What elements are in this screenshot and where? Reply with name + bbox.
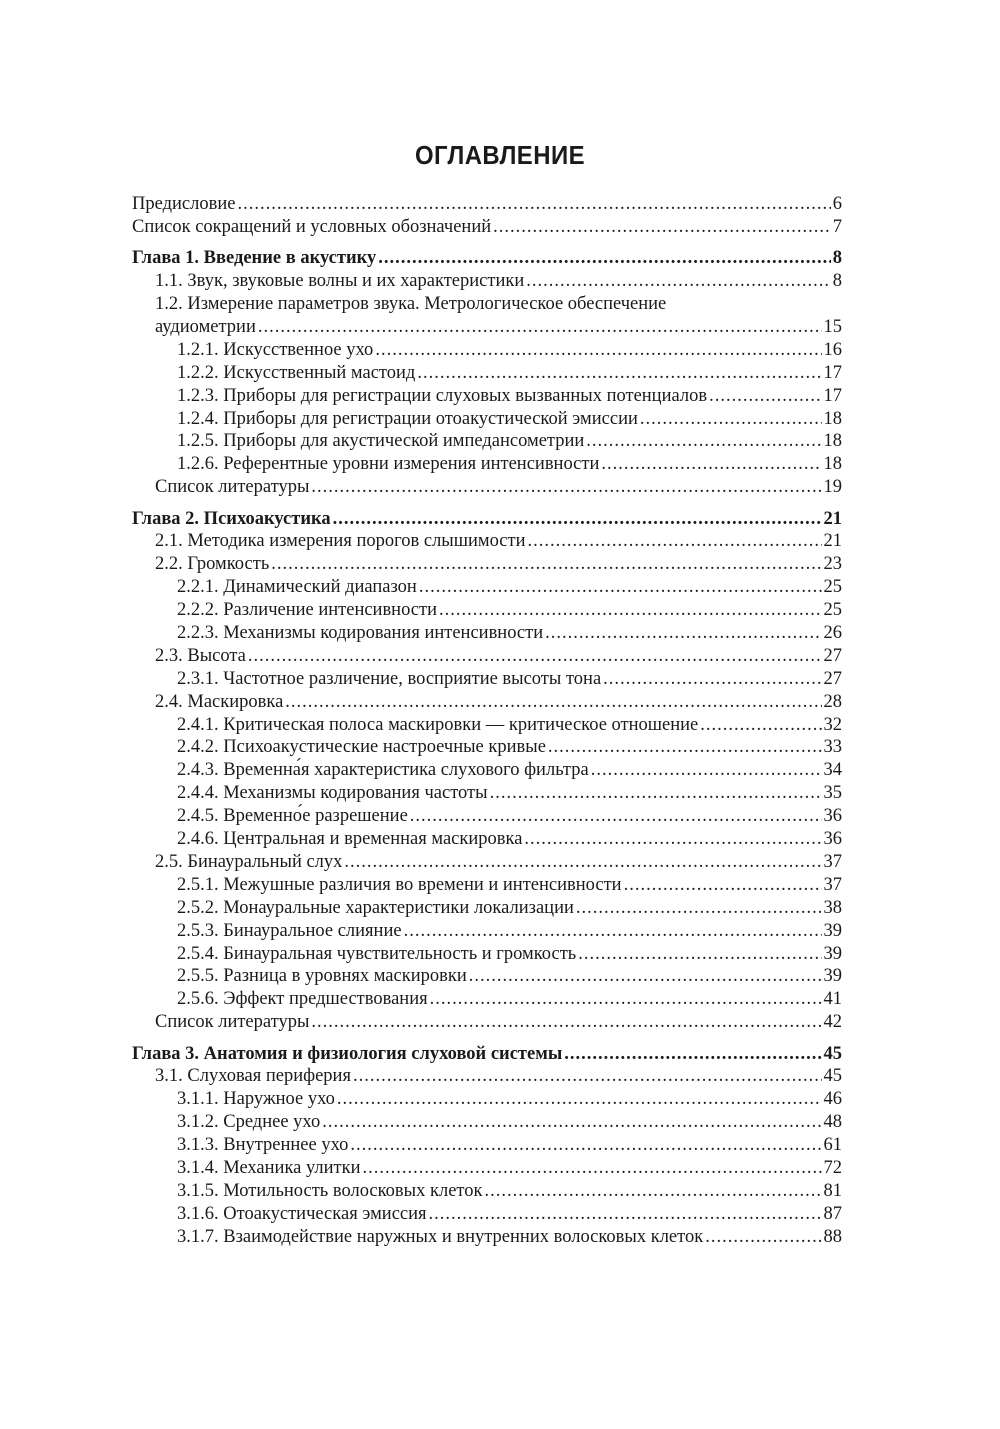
toc-entry-page: 45 [823, 1066, 842, 1087]
dot-leader [603, 668, 821, 691]
toc-entry-label: 2.5.4. Бинауральная чувствительность и громкость [177, 943, 577, 964]
dot-leader [248, 645, 822, 668]
toc-entry[interactable] [132, 805, 842, 828]
dot-leader [237, 193, 830, 216]
toc-entry-label: 3.1.3. Внутреннее ухо [177, 1135, 349, 1156]
toc-entry-page: 46 [823, 1089, 842, 1110]
dot-leader [322, 1111, 821, 1134]
toc-entry-label: 2.5.1. Межушные различия во времени и интенсивности [177, 874, 622, 895]
toc-entry-page: 88 [823, 1226, 842, 1247]
toc-entry-label: 2.5.2. Монауральные характеристики локализации [177, 897, 574, 918]
dot-leader [258, 316, 822, 339]
toc-entry-label: Список литературы [155, 1012, 310, 1033]
toc-entry-page: 21 [823, 531, 842, 552]
toc-entry-page: 25 [823, 600, 842, 621]
toc-entry-page: 27 [823, 668, 842, 689]
toc-entry-page: 18 [823, 431, 842, 452]
toc-entry-page: 7 [832, 216, 842, 237]
toc-entry-label: 3.1.7. Взаимодействие наружных и внутренних волосковых клеток [177, 1226, 704, 1247]
dot-leader [271, 553, 821, 576]
toc-entry-label: аудиометрии [155, 316, 256, 337]
toc-entry[interactable] [132, 897, 842, 920]
toc-entry-page: 45 [823, 1043, 842, 1064]
toc-entry-page: 6 [832, 194, 842, 214]
toc-entry-label: 2.2.3. Механизмы кодирования интенсивности [177, 623, 544, 644]
toc-entry[interactable] [132, 1226, 842, 1249]
toc-entry-page: 41 [823, 989, 842, 1010]
toc-entry-label: 2.4.1. Критическая полоса маскировки — критическое отношение [177, 714, 699, 735]
toc-entry-page: 72 [823, 1158, 842, 1179]
toc-entry-page: 25 [823, 577, 842, 598]
toc-entry[interactable] [132, 965, 842, 988]
toc-entry-label: 3.1. Слуховая периферия [155, 1066, 351, 1087]
toc-chapter[interactable] [132, 247, 842, 270]
toc-entry-page: 32 [823, 714, 842, 735]
toc-entry[interactable] [132, 828, 842, 851]
toc-entry-label: 3.1.5. Мотильность волосковых клеток [177, 1180, 483, 1201]
dot-leader [353, 1065, 822, 1088]
toc-entry[interactable] [132, 553, 842, 576]
dot-leader [490, 782, 822, 805]
toc-chapter[interactable] [132, 1043, 842, 1066]
toc-entry-label: 1.2.5. Приборы для акустической импедансометрии [177, 431, 585, 452]
toc-entry-page: 38 [823, 897, 842, 918]
toc-entry-page: 17 [823, 385, 842, 406]
dot-leader [524, 828, 821, 851]
toc-entry[interactable] [132, 293, 842, 316]
toc-entry-page: 27 [823, 645, 842, 666]
dot-leader [430, 988, 822, 1011]
toc-entry-label: Список сокращений и условных обозначений [132, 216, 492, 237]
toc-entry[interactable] [132, 476, 842, 499]
toc-entry-label: 2.3.1. Частотное различение, восприятие высоты тона [177, 668, 602, 689]
toc-entry-label: 2.2.2. Различение интенсивности [177, 600, 437, 621]
toc-entry[interactable] [132, 576, 842, 599]
dot-leader [709, 385, 821, 408]
toc-entry-label: 2.4.5. Временно́е разрешение [177, 806, 408, 827]
toc-entry-page: 19 [823, 477, 842, 498]
toc-entry[interactable] [132, 530, 842, 553]
toc-entry[interactable] [132, 736, 842, 759]
toc-entry[interactable] [132, 943, 842, 966]
toc-entry[interactable] [132, 1065, 842, 1088]
toc-entry[interactable] [132, 1011, 842, 1034]
dot-leader [591, 759, 822, 782]
dot-leader [624, 874, 822, 897]
toc-entry[interactable] [132, 430, 842, 453]
toc-entry[interactable] [132, 599, 842, 622]
toc-entry-page: 36 [823, 829, 842, 850]
toc-entry-page: 28 [823, 691, 842, 712]
toc-entry-label: 1.2.6. Референтные уровни измерения интенсивности [177, 454, 600, 475]
toc-entry-page: 39 [823, 943, 842, 964]
toc-entry-page: 15 [823, 316, 842, 337]
toc-entry-page: 39 [823, 920, 842, 941]
toc-entry-label: 3.1.6. Отоакустическая эмиссия [177, 1203, 427, 1224]
toc-entry-label: Глава 3. Анатомия и физиология слуховой системы [132, 1043, 563, 1064]
toc-entry-page: 18 [823, 408, 842, 429]
dot-leader [700, 714, 821, 737]
dot-leader [350, 1134, 821, 1157]
toc-entry-page: 33 [823, 737, 842, 758]
table-of-contents [132, 193, 842, 1249]
toc-entry[interactable] [132, 1111, 842, 1134]
toc-entry[interactable] [132, 759, 842, 782]
dot-leader [586, 430, 821, 453]
toc-entry-label: Предисловие [132, 194, 236, 214]
toc-entry[interactable] [132, 988, 842, 1011]
toc-entry[interactable] [132, 453, 842, 476]
dot-leader [564, 1043, 821, 1066]
toc-entry-page: 87 [823, 1203, 842, 1224]
toc-entry-page: 36 [823, 806, 842, 827]
dot-leader [576, 897, 822, 920]
toc-entry-label: 2.4.2. Психоакустические настроечные кривые [177, 737, 546, 758]
toc-entry-label: 1.2.4. Приборы для регистрации отоакустической эмиссии [177, 408, 638, 429]
toc-entry-label: 2.5.3. Бинауральное слияние [177, 920, 402, 941]
toc-entry-label: 2.2. Громкость [155, 554, 270, 575]
toc-entry-label: Глава 2. Психоакустика [132, 508, 331, 529]
toc-entry-label: 2.2.1. Динамический диапазон [177, 577, 417, 598]
dot-leader [528, 530, 822, 553]
toc-entry-label: 3.1.4. Механика улитки [177, 1158, 361, 1179]
toc-entry-label: 1.1. Звук, звуковые волны и их характеристики [155, 271, 525, 292]
toc-entry[interactable] [132, 193, 842, 216]
toc-entry-label: 2.4.6. Центральная и временная маскировка [177, 829, 523, 850]
toc-entry[interactable] [132, 691, 842, 714]
toc-entry-label: Список литературы [155, 477, 310, 498]
toc-entry-label: 2.5. Бинауральный слух [155, 851, 343, 872]
dot-leader [375, 339, 821, 362]
toc-entry[interactable] [132, 408, 842, 431]
toc-entry-label: 1.2.3. Приборы для регистрации слуховых вызванных потенциалов [177, 385, 708, 406]
dot-leader [705, 1226, 821, 1249]
toc-entry-page: 17 [823, 362, 842, 383]
dot-leader [601, 453, 821, 476]
toc-entry[interactable] [132, 622, 842, 645]
dot-leader [363, 1157, 822, 1180]
toc-entry-page: 42 [823, 1012, 842, 1033]
dot-leader [337, 1088, 822, 1111]
dot-leader [419, 576, 822, 599]
dot-leader [469, 965, 822, 988]
toc-entry-label: 2.1. Методика измерения порогов слышимости [155, 531, 526, 552]
toc-entry-label: 1.2.1. Искусственное ухо [177, 339, 374, 360]
toc-entry-page: 81 [823, 1180, 842, 1201]
dot-leader [493, 216, 831, 239]
toc-entry[interactable] [132, 362, 842, 385]
toc-entry-page: 37 [823, 851, 842, 872]
toc-entry[interactable] [132, 1134, 842, 1157]
dot-leader [526, 270, 830, 293]
toc-entry-page: 34 [823, 760, 842, 781]
toc-entry-label: 3.1.1. Наружное ухо [177, 1089, 335, 1110]
toc-entry[interactable] [132, 270, 842, 293]
toc-entry[interactable] [132, 1157, 842, 1180]
dot-leader [344, 851, 821, 874]
page-title: ОГЛАВЛЕНИЕ [414, 140, 586, 170]
toc-entry-label: 1.2. Измерение параметров звука. Метрологическое обеспечение [155, 294, 667, 315]
toc-entry-page: 8 [832, 271, 842, 292]
toc-entry-label: 1.2.2. Искусственный мастоид [177, 362, 416, 383]
toc-entry-page: 48 [823, 1112, 842, 1133]
toc-entry-label: 2.4.4. Механизмы кодирования частоты [177, 783, 488, 804]
dot-leader [311, 476, 821, 499]
dot-leader [548, 736, 822, 759]
dot-leader [485, 1180, 822, 1203]
toc-entry-label: 2.3. Высота [155, 645, 246, 666]
toc-entry-label: 2.5.5. Разница в уровнях маскировки [177, 966, 467, 987]
dot-leader [378, 247, 831, 270]
toc-entry-label: 2.4.3. Временна́я характеристика слухового фильтра [177, 760, 589, 781]
dot-leader [439, 599, 822, 622]
dot-leader [285, 691, 821, 714]
dot-leader [429, 1203, 822, 1226]
toc-entry-label: 3.1.2. Среднее ухо [177, 1112, 321, 1133]
toc-entry-page: 8 [832, 248, 842, 269]
toc-entry-page: 21 [823, 508, 842, 529]
toc-entry-label: 2.5.6. Эффект предшествования [177, 989, 428, 1010]
dot-leader [404, 920, 822, 943]
toc-entry-page: 61 [823, 1135, 842, 1156]
dot-leader [311, 1011, 821, 1034]
toc-entry[interactable] [132, 216, 842, 239]
toc-entry[interactable] [132, 339, 842, 362]
dot-leader [545, 622, 821, 645]
toc-entry-page: 35 [823, 783, 842, 804]
toc-entry[interactable] [132, 668, 842, 691]
toc-entry[interactable] [132, 316, 842, 339]
dot-leader [640, 408, 822, 431]
dot-leader [417, 362, 821, 385]
toc-entry[interactable] [132, 714, 842, 737]
toc-entry-page: 39 [823, 966, 842, 987]
dot-leader [333, 508, 822, 531]
toc-entry-page: 16 [823, 339, 842, 360]
toc-entry[interactable] [132, 1203, 842, 1226]
toc-entry-page: 23 [823, 554, 842, 575]
toc-entry[interactable] [132, 851, 842, 874]
dot-leader [578, 943, 821, 966]
toc-entry[interactable] [132, 385, 842, 408]
toc-entry[interactable] [132, 782, 842, 805]
toc-entry[interactable] [132, 920, 842, 943]
dot-leader [410, 805, 822, 828]
toc-entry[interactable] [132, 1088, 842, 1111]
toc-entry-page: 18 [823, 454, 842, 475]
toc-entry[interactable] [132, 1180, 842, 1203]
toc-entry-page: 37 [823, 874, 842, 895]
toc-entry-label: 2.4. Маскировка [155, 691, 284, 712]
toc-chapter[interactable] [132, 508, 842, 531]
toc-entry[interactable] [132, 874, 842, 897]
toc-entry-page: 26 [823, 623, 842, 644]
toc-entry-label: Глава 1. Введение в акустику [132, 248, 377, 269]
toc-entry[interactable] [132, 645, 842, 668]
